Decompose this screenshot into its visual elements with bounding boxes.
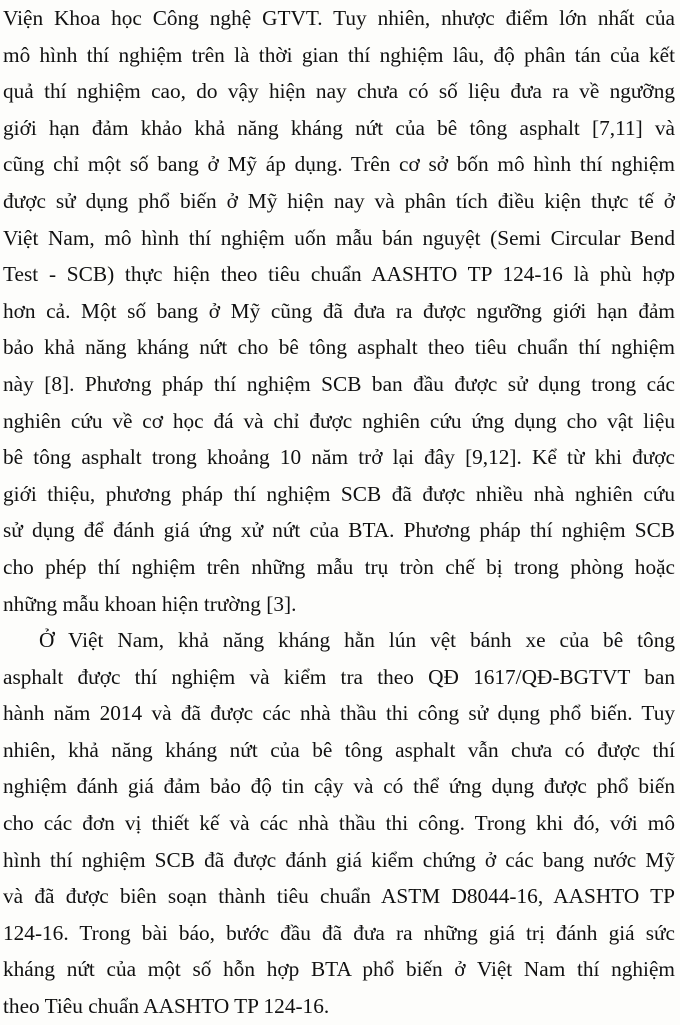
text-line: được sử dụng phổ biến ở Mỹ hiện nay và phân tích điều kiện thực tế ở xyxy=(3,188,675,213)
text-line: cũng chỉ một số bang ở Mỹ áp dụng. Trên cơ sở bốn mô hình thí nghiệm xyxy=(3,152,675,177)
text-line: theo Tiêu chuẩn AASHTO TP 124-16. xyxy=(3,994,330,1019)
text-line: nghiệm đánh giá đảm bảo độ tin cậy và có thể ứng dụng được phổ biến xyxy=(3,774,675,799)
text-line: nhiên, khả năng kháng nứt của bê tông asphalt vẫn chưa có được thí xyxy=(3,737,675,762)
text-line: asphalt được thí nghiệm và kiểm tra theo QĐ 1617/QĐ-BGTVT ban xyxy=(3,664,675,689)
text-line: hình thí nghiệm SCB đã được đánh giá kiểm chứng ở các bang nước Mỹ xyxy=(3,847,675,872)
text-line: quả thí nghiệm cao, do vậy hiện nay chưa có số liệu đưa ra về ngưỡng xyxy=(3,79,675,104)
text-line: kháng nứt của một số hỗn hợp BTA phổ biến ở Việt Nam thí nghiệm xyxy=(3,957,675,982)
document-page xyxy=(3,0,675,1025)
text-line: cho phép thí nghiệm trên những mẫu trụ tròn chế bị trong phòng hoặc xyxy=(3,554,675,579)
text-line: này [8]. Phương pháp thí nghiệm SCB ban đầu được sử dụng trong các xyxy=(3,371,675,396)
text-line: hành năm 2014 và đã được các nhà thầu thi công sử dụng phổ biến. Tuy xyxy=(3,701,675,726)
text-line: cho các đơn vị thiết kế và các nhà thầu thi công. Trong khi đó, với mô xyxy=(3,811,675,836)
text-line: và đã được biên soạn thành tiêu chuẩn ASTM D8044-16, AASHTO TP xyxy=(3,884,675,909)
text-line: 124-16. Trong bài báo, bước đầu đã đưa ra những giá trị đánh giá sức xyxy=(3,920,675,945)
text-line: hơn cả. Một số bang ở Mỹ cũng đã đưa ra được ngưỡng giới hạn đảm xyxy=(3,298,675,323)
paragraph-vietnam-context xyxy=(3,622,675,1025)
text-line: Viện Khoa học Công nghệ GTVT. Tuy nhiên, nhược điểm lớn nhất của xyxy=(3,6,675,30)
text-line: bê tông asphalt trong khoảng 10 năm trở lại đây [9,12]. Kể từ khi được xyxy=(3,445,675,470)
text-line: sử dụng để đánh giá ứng xử nứt của BTA. Phương pháp thí nghiệm SCB xyxy=(3,518,675,543)
text-line: những mẫu khoan hiện trường [3]. xyxy=(3,591,297,616)
text-line: mô hình thí nghiệm trên là thời gian thí nghiệm lâu, độ phân tán của kết xyxy=(3,42,675,67)
text-line: bảo khả năng kháng nứt cho bê tông asphalt theo tiêu chuẩn thí nghiệm xyxy=(3,335,675,360)
text-line: giới thiệu, phương pháp thí nghiệm SCB đã được nhiều nhà nghiên cứu xyxy=(3,481,675,506)
text-line: nghiên cứu về cơ học đá và chỉ được nghiên cứu ứng dụng cho vật liệu xyxy=(3,408,675,433)
text-line: Việt Nam, mô hình thí nghiệm uốn mẫu bán nguyệt (Semi Circular Bend xyxy=(3,225,675,250)
text-line: giới hạn đảm khảo khả năng kháng nứt của bê tông asphalt [7,11] và xyxy=(3,115,675,140)
paragraph-scb-background xyxy=(3,0,675,622)
text-line: Test - SCB) thực hiện theo tiêu chuẩn AASHTO TP 124-16 là phù hợp xyxy=(3,262,675,287)
text-line: Ở Việt Nam, khả năng kháng hằn lún vệt bánh xe của bê tông xyxy=(39,628,675,653)
